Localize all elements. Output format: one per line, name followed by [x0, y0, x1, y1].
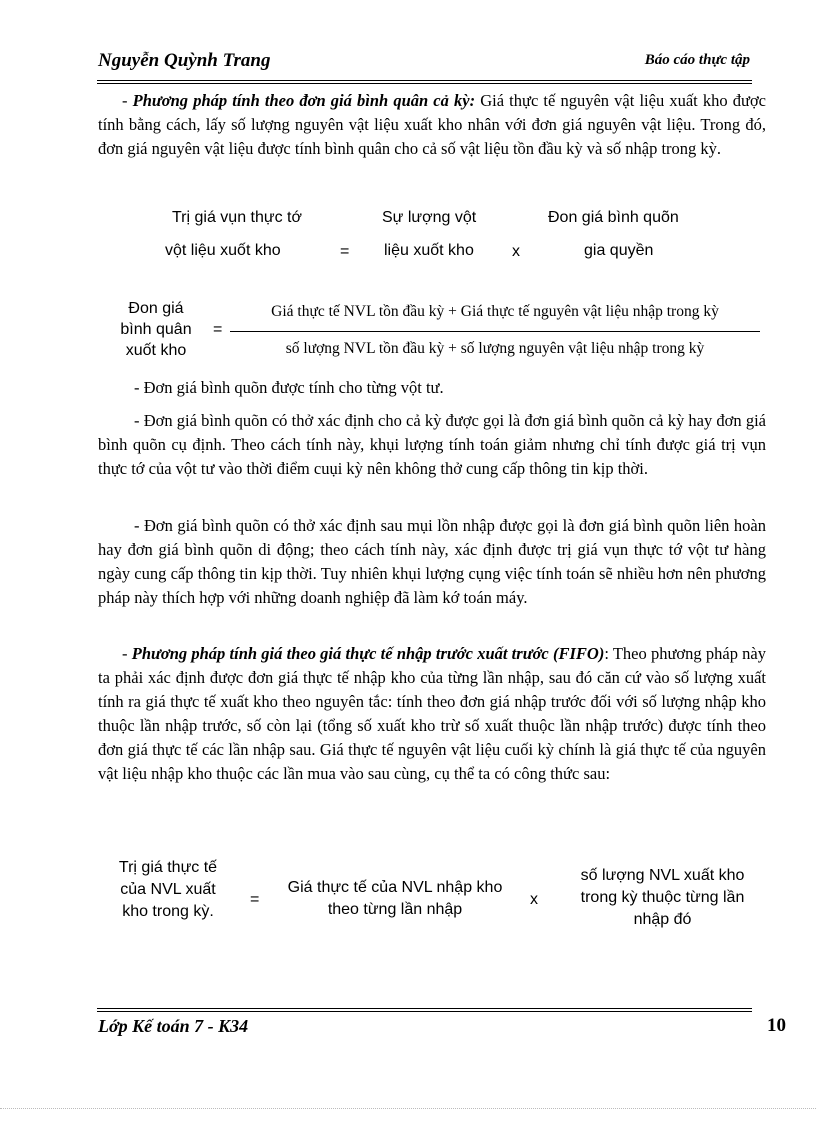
formula3-equals: = [250, 891, 260, 908]
formula3-term-c2: trong kỳ thuộc từng lần [580, 889, 745, 906]
fraction-bar [230, 331, 760, 332]
formula2-label-line3: xuốt kho [125, 342, 187, 359]
formula2-equals: = [213, 321, 223, 338]
paragraph-average-period: - Đơn giá bình quõn có thở xác định cho cả kỳ được gọi là đơn giá bình quõn cả kỳ hay đơn giá bình quõn cụ định. Theo cách tính này, khụi lượng tính toán giảm nhưng chỉ tính được giá trị vụn thực tớ của vột tư vào thời điểm cuụi kỳ nên không thở cung cấp thông tin kịp thời. [98, 411, 766, 478]
formula3-term-c1: số lượng NVL xuất kho [580, 867, 745, 884]
formula1-term-c1: Đon giá bình quõn [548, 209, 679, 226]
formula3-term-a3: kho trong kỳ. [122, 903, 214, 920]
paragraph-average-moving: - Đơn giá bình quõn có thở xác định sau mụi lồn nhập được gọi là đơn giá bình quõn liên hoàn hay đơn giá bình quõn di động; theo cách tính này, xác định được trị giá vụn thực tớ vột tư hàng ngày cung cấp thông tin kịp thời. Tuy nhiên khụi lượng cụng việc tính toán sẽ nhiều hơn nên phương pháp này thích hợp với những doanh nghiệp đã làm kớ toán máy. [98, 516, 766, 607]
formula1-term-b2: liệu xuốt kho [384, 242, 474, 259]
formula1-equals: = [340, 243, 350, 260]
formula2-label-line1: Đon giá [128, 300, 184, 317]
formula1-times: x [512, 243, 520, 260]
formula3-term-b1: Giá thực tế của NVL nhập kho [287, 879, 503, 896]
footer-class: Lớp Kế toán 7 - K34 [98, 1016, 249, 1036]
formula1-term-c2: gia quyền [584, 242, 654, 259]
paragraph-average-per-item: - Đơn giá bình quõn được tính cho từng vột tư. [134, 378, 444, 397]
header-author: Nguyễn Quỳnh Trang [98, 50, 271, 71]
formula3-term-a1: Trị giá thực tế [118, 859, 218, 876]
formula2-denominator: số lượng NVL tồn đầu kỳ + số lượng nguyên vật liệu nhập trong kỳ [285, 340, 705, 357]
formula1-term-a1: Trị giá vụn thực tớ [172, 209, 302, 226]
formula3-term-a2: của NVL xuất [120, 881, 216, 898]
formula1-term-b1: Sự lượng vột [382, 209, 477, 226]
formula3-times: x [530, 891, 538, 908]
formula3-term-b2: theo từng lần nhập [327, 901, 463, 918]
header-rule [97, 80, 752, 84]
formula3-term-c3: nhập đó [633, 911, 692, 928]
paragraph-average-method: - Phương pháp tính theo đơn giá bình quân cả kỳ: Giá thực tế nguyên vật liệu xuất kho được tính bằng cách, lấy số lượng nguyên vật liệu xuất kho nhân với đơn giá nguyên vật liệu. Trong đó, đơn giá nguyên vật liệu được tính bình quân cho cả số vật liệu tồn đầu kỳ và số nhập trong kỳ. [98, 91, 766, 158]
formula2-numerator: Giá thực tế NVL tồn đầu kỳ + Giá thực tế nguyên vật liệu nhập trong kỳ [271, 303, 719, 320]
page-edge-divider [0, 1108, 816, 1109]
fifo-title: Phương pháp tính giá theo giá thực tế nhập trước xuất trước (FIFO) [131, 644, 605, 663]
page-number: 10 [767, 1015, 786, 1036]
header-report-title: Báo cáo thực tập [644, 52, 750, 68]
paragraph-fifo: - Phương pháp tính giá theo giá thực tế nhập trước xuất trước (FIFO): Theo phương pháp này ta phải xác định được đơn giá thực tế nhập kho của từng lần nhập, sau đó căn cứ vào số lượng xuất tính ra giá thực tế xuất kho theo nguyên tắc: tính theo đơn giá nhập trước đối với số lượng nhập kho thuộc lần nhập trước, số còn lại (tổng số xuất kho trừ số xuất thuộc lần nhập trước) được tính theo đơn giá thực tế các lần nhập sau. Giá thực tế nguyên vật liệu cuối kỳ chính là giá thực tế của nguyên vật liệu nhập kho thuộc các lần mua vào sau cùng, cụ thể ta có công thức sau: [98, 644, 766, 783]
formula2-label-line2: bình quân [120, 321, 192, 338]
method-title: Phương pháp tính theo đơn giá bình quân cả kỳ: [132, 91, 476, 110]
footer-rule [97, 1008, 752, 1012]
formula1-term-a2: vột liệu xuốt kho [165, 242, 281, 259]
